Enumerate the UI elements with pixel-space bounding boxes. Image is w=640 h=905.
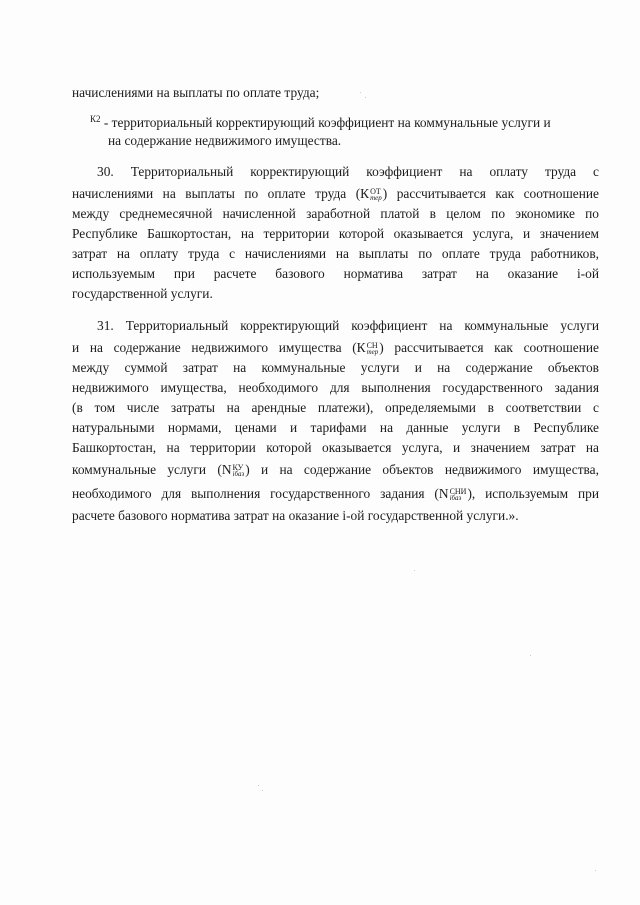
formula-line: и на содержание недвижимого имущества (К СН тер ) рассчитывается как соотношение [72,340,599,356]
scan-speck [414,570,415,571]
scan-speck [595,870,596,871]
n-sni-symbol: N СНИ iбаз [438,486,467,502]
text-line: 30. Территориальный корректирующий коэффициент на оплату труда с [97,164,599,179]
formula-line: необходимого для выполнения государственного задания (N СНИ iбаз ), используемым при [72,486,599,502]
n-ku-symbol: N КУ iбаз [221,462,245,478]
k-ot-symbol: К ОТ тер [360,186,382,202]
k-sn-symbol: К СН тер [356,340,379,356]
text-line: между суммой затрат на коммунальные услуги и на содержание объектов [72,360,599,375]
formula-line: коммунальные услуги (N КУ iбаз ) и на содержание объектов недвижимого имущества, [72,462,599,478]
text-line: натуральными нормами, ценами и тарифами на данные услуги в Республике [72,420,599,435]
text-line: государственной услуги. [72,286,213,301]
scan-speck [258,785,259,786]
text-line: используемым при расчете базового норматива затрат на оказание i-ой [72,266,599,281]
text-line: (в том числе затраты на арендные платежи), определяемыми в соответствии с [72,400,599,415]
text-line: затрат на оплату труда с начислениями на выплаты по оплате труда работников, [72,246,599,261]
formula-line: начислениями на выплаты по оплате труда (К ОТ тер ) рассчитывается как соотношение [72,186,599,202]
text-line: Башкортостан, на территории которой оказывается услуга, и значением затрат на [72,440,599,455]
text-line: на содержание недвижимого имущества. [108,133,342,148]
scan-speck [530,655,531,656]
text-line: Республике Башкортостан, на территории которой оказывается услуга, и значением [72,226,599,241]
text-line: недвижимого имущества, необходимого для выполнения государственного задания [72,380,599,395]
scan-speck [365,97,366,98]
text-line: расчете базового норматива затрат на оказание i-ой государственной услуги.». [72,508,519,523]
scan-speck [360,92,361,93]
text-line: между среднемесячной начисленной заработной платой в целом по экономике по [72,206,599,221]
k2-line: $^{К2}$ - территориальный корректирующий коэффициент на коммунальные услуги и [90,114,551,130]
text-line: начислениями на выплаты по оплате труда; [72,85,320,100]
k2-symbol: К2 [90,114,101,124]
text-line: 31. Территориальный корректирующий коэффициент на коммунальные услуги [97,318,599,333]
scan-speck [262,790,263,791]
